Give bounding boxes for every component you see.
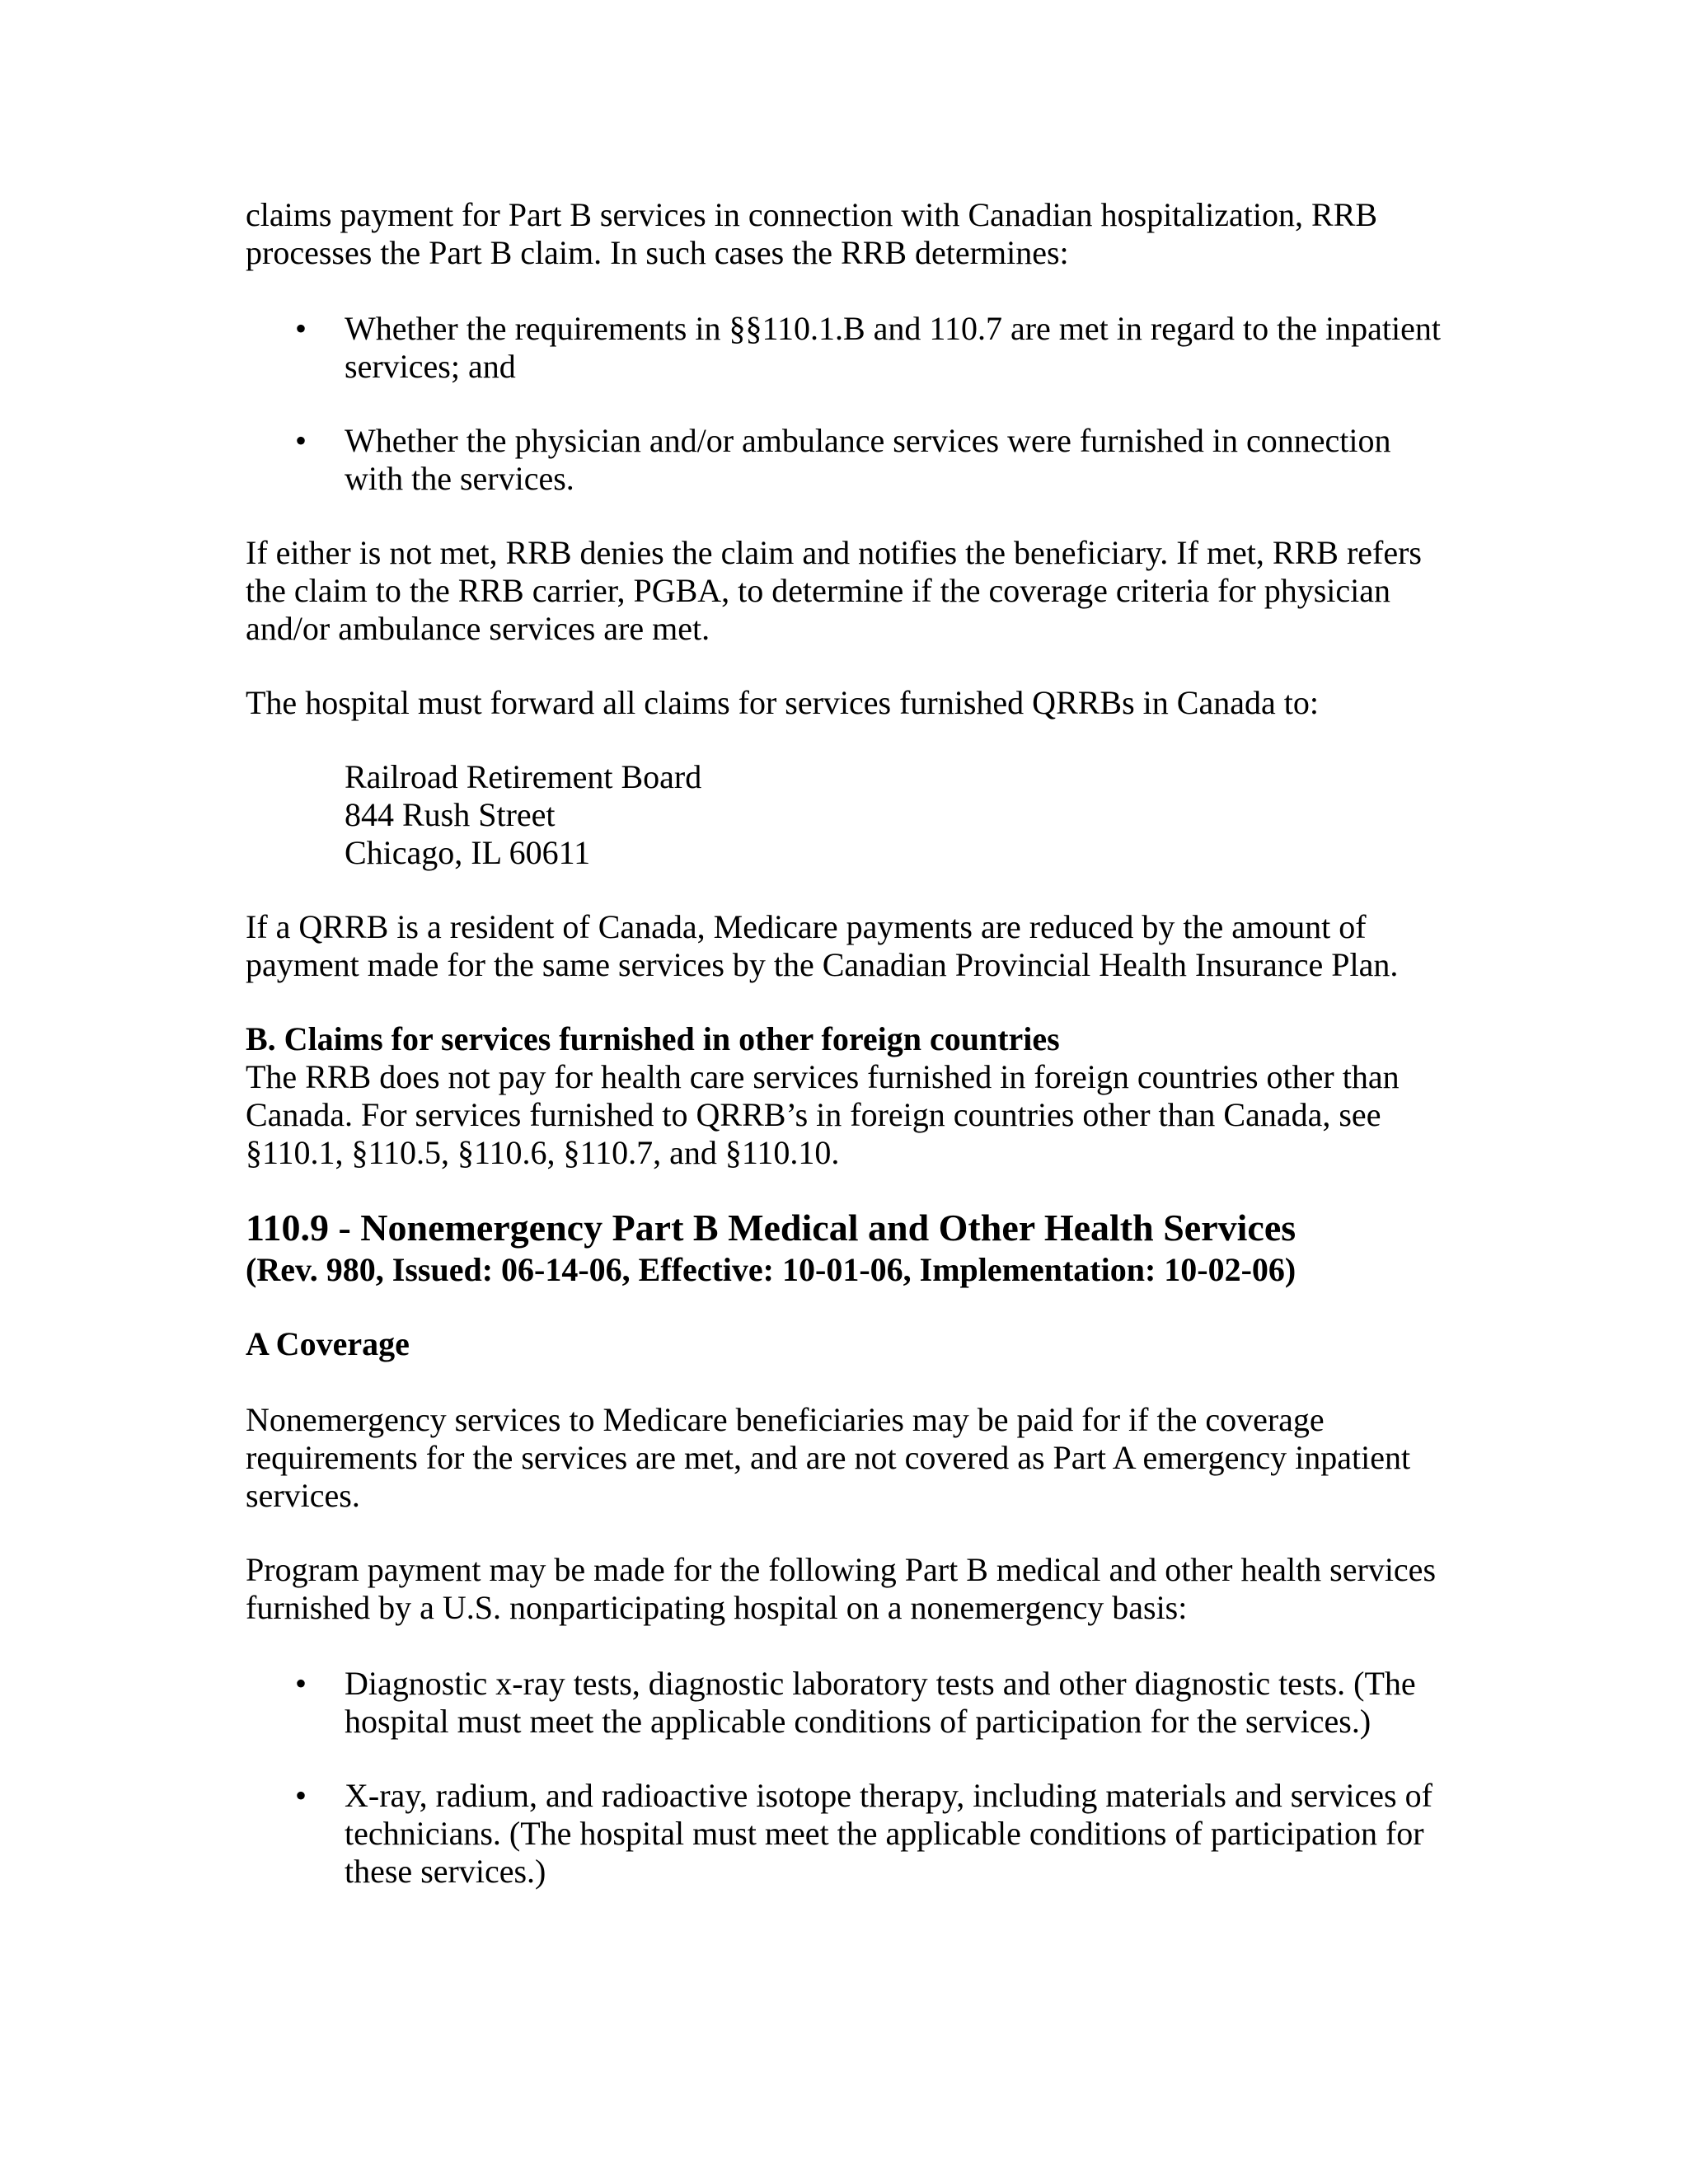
section-title: 110.9 - Nonemergency Part B Medical and Other Health Services [246,1207,1296,1249]
text-line: If a QRRB is a resident of Canada, Medicare payments are reduced by the amount of [246,908,1367,945]
text-line: Diagnostic x-ray tests, diagnostic laboratory tests and other diagnostic tests. (The [345,1665,1416,1702]
address-city: Chicago, IL 60611 [345,834,591,871]
text-line: furnished by a U.S. nonparticipating hospital on a nonemergency basis: [246,1589,1188,1626]
revision-line: (Rev. 980, Issued: 06-14-06, Effective: 10-01-06, Implementation: 10-02-06) [246,1251,1296,1288]
address-name: Railroad Retirement Board [345,758,702,795]
text-line: payment made for the same services by the Canadian Provincial Health Insurance Plan. [246,946,1399,983]
text-line: §110.1, §110.5, §110.6, §110.7, and §110.10. [246,1134,840,1171]
text-line: The RRB does not pay for health care services furnished in foreign countries other than [246,1058,1400,1095]
text-line: Canada. For services furnished to QRRB’s in foreign countries other than Canada, see [246,1096,1381,1133]
bullet-icon: • [295,1777,307,1814]
text-line: these services.) [345,1853,546,1890]
text-line: services; and [345,348,516,385]
text-line: If either is not met, RRB denies the claim and notifies the beneficiary. If met, RRB refers [246,534,1422,571]
text-line: Whether the requirements in §§110.1.B and 110.7 are met in regard to the inpatient [345,310,1441,347]
text-line: hospital must meet the applicable conditions of participation for the services.) [345,1703,1372,1740]
text-line: Nonemergency services to Medicare beneficiaries may be paid for if the coverage [246,1401,1325,1438]
bullet-icon: • [295,310,307,347]
text-line: requirements for the services are met, and are not covered as Part A emergency inpatient [246,1439,1411,1476]
text-line: services. [246,1477,360,1514]
text-line: Whether the physician and/or ambulance services were furnished in connection [345,422,1391,459]
address-street: 844 Rush Street [345,796,556,833]
bullet-icon: • [295,1665,307,1702]
text-line: Program payment may be made for the following Part B medical and other health services [246,1551,1437,1588]
text-line: with the services. [345,460,574,497]
text-line: technicians. (The hospital must meet the applicable conditions of participation for [345,1815,1424,1852]
bullet-icon: • [295,422,307,459]
text-line: X-ray, radium, and radioactive isotope therapy, including materials and services of [345,1777,1432,1814]
text-line: claims payment for Part B services in connection with Canadian hospitalization, RRB [246,196,1378,233]
subheading-coverage: A Coverage [246,1325,410,1362]
text-line: processes the Part B claim. In such cases the RRB determines: [246,234,1069,271]
section-b-heading: B. Claims for services furnished in other foreign countries [246,1020,1060,1057]
forward-paragraph: The hospital must forward all claims for services furnished QRRBs in Canada to: [246,684,1319,721]
text-line: the claim to the RRB carrier, PGBA, to determine if the coverage criteria for physician [246,572,1391,609]
text-line: and/or ambulance services are met. [246,610,710,647]
